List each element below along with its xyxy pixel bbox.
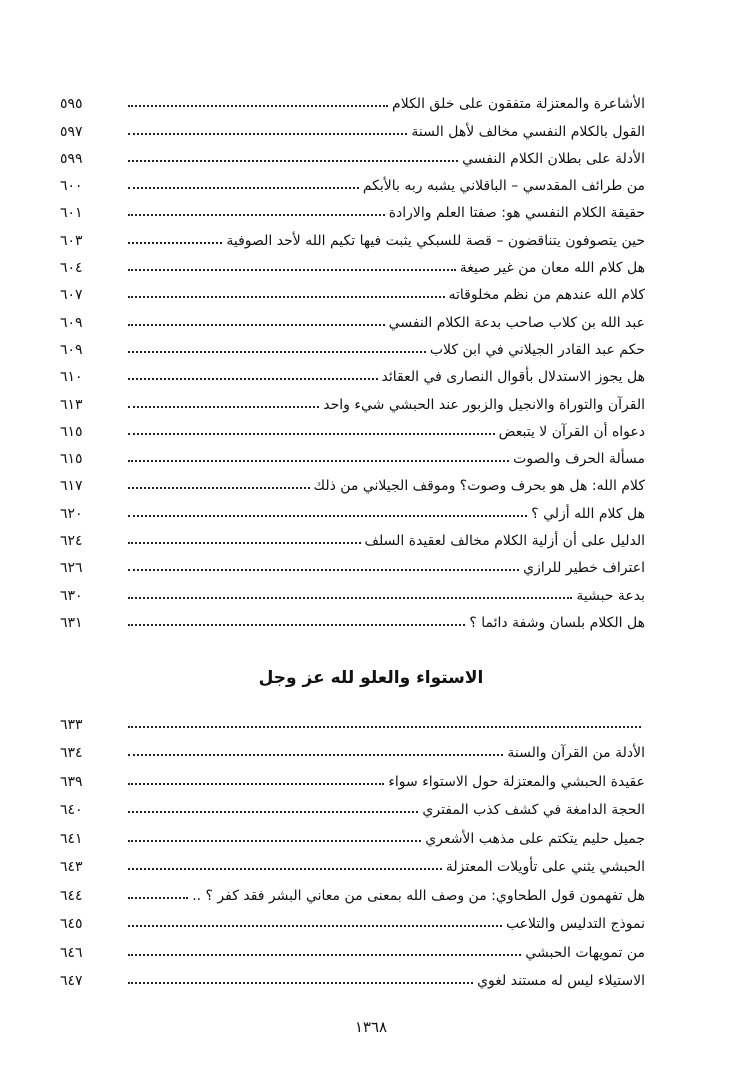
toc-entry	[60, 817, 645, 846]
toc-entry-title: الاستيلاء ليس له مستند لغوي	[477, 973, 645, 989]
toc-entry	[60, 931, 645, 960]
toc-entry-title: من طرائف المقدسي – الباقلاني يشبه ربه بالأبكم	[362, 178, 645, 195]
toc-entry	[60, 575, 645, 602]
toc-entry-page: ٦٠١	[60, 205, 83, 222]
dot-leader	[128, 810, 418, 813]
toc-entry-page: ٦٣٠	[60, 587, 83, 604]
dot-leader	[128, 981, 473, 984]
toc-entry-title: حقيقة الكلام النفسي هو: صفتا العلم والارادة	[388, 205, 645, 222]
toc-entry-title: الأدلة على بطلان الكلام النفسي	[462, 150, 645, 167]
toc-entry-title: الأدلة من القرآن والسنة	[507, 745, 645, 761]
dot-leader	[128, 432, 495, 435]
dot-leader	[128, 186, 359, 189]
toc-entry-page: ٦٠٤	[60, 260, 83, 277]
toc-entry-title: من تمويهات الحبشي	[525, 944, 645, 961]
toc-entry	[60, 703, 645, 732]
toc-entry	[60, 732, 645, 761]
dot-leader	[128, 725, 641, 728]
toc-entry-title: هل الكلام بلسان وشفة دائما ؟	[469, 614, 645, 631]
dot-leader	[128, 132, 407, 135]
toc-entry-page: ٦٠٩	[60, 341, 83, 358]
toc-entry	[60, 789, 645, 818]
page-number: ١٣٦٨	[354, 1018, 388, 1036]
dot-leader	[128, 213, 385, 216]
dot-leader	[128, 596, 572, 599]
dot-leader	[128, 896, 188, 899]
toc-entry	[60, 166, 645, 193]
toc-entry-title: كلام الله عندهم من نظم مخلوقاته	[448, 287, 645, 304]
toc-entry-page: ٦١٥	[60, 423, 83, 440]
toc-entry	[60, 111, 645, 138]
toc-entry-title: هل يجوز الاستدلال بأقوال النصارى في العقائد	[381, 369, 645, 386]
toc-entry	[60, 384, 645, 411]
toc-entry	[60, 248, 645, 275]
dot-leader	[128, 268, 456, 271]
toc-entry-title: نموذج التدليس والتلاعب	[505, 916, 645, 932]
toc-entry	[60, 760, 645, 789]
dot-leader	[128, 405, 319, 408]
toc-entry-page: ٥٩٧	[60, 123, 83, 140]
toc-entry	[60, 330, 645, 357]
toc-entry-title: الدليل على أن أزلية الكلام مخالف لعقيدة السلف	[364, 533, 645, 550]
toc-entry-title: الحبشي يثني على تأويلات المعتزلة	[445, 859, 645, 875]
toc-entry	[60, 439, 645, 466]
toc-entry-page: ٦٠٧	[60, 287, 83, 304]
toc-entry-page: ٦٣٩	[60, 773, 83, 790]
toc-entry-page: ٦٣١	[60, 614, 83, 631]
toc-entry-page: ٦١٣	[60, 396, 83, 413]
toc-entry-title: حين يتصوفون يتناقضون – قصة للسبكي يثبت فيها تكيم الله لأحد الصوفية	[226, 232, 645, 249]
toc-entry-title: الأشاعرة والمعتزلة متفقون على خلق الكلام	[392, 96, 645, 113]
toc-entry-page: ٦٣٤	[60, 745, 83, 761]
toc-entry-title: دعواه أن القرآن لا يتبعض	[498, 423, 645, 440]
toc-entry-page: ٦٢٤	[60, 533, 83, 550]
toc-entry	[60, 466, 645, 493]
toc-entry-title: جميل حليم يتكتم على مذهب الأشعري	[425, 830, 645, 847]
toc-entry	[60, 357, 645, 384]
toc-entry	[60, 193, 645, 220]
dot-leader	[128, 514, 527, 517]
toc-entry-page: ٥٩٥	[60, 96, 83, 113]
toc-entry-title: القرآن والتوراة والانجيل والزبور عند الحبشي شيء واحد	[323, 396, 645, 413]
toc-entry-title: الحجة الدامغة في كشف كذب المفتري	[422, 802, 645, 818]
dot-leader	[128, 839, 421, 842]
toc-entry-page: ٥٩٩	[60, 150, 83, 167]
toc-entry-title: عقيدة الحبشي والمعتزلة حول الاستواء سواء	[388, 773, 645, 790]
toc-entry	[60, 548, 645, 575]
dot-leader	[128, 953, 521, 956]
section-heading: الاستواء والعلو لله عز وجل	[258, 668, 484, 688]
toc-entry-page: ٦١٥	[60, 451, 83, 468]
toc-entry-page: ٦٢٦	[60, 560, 83, 577]
toc-entry-page: ٦١٧	[60, 478, 83, 495]
toc-entry	[60, 846, 645, 875]
toc-entry	[60, 275, 645, 302]
toc-entry-title: حكم عبد القادر الجيلاني في ابن كلاب	[429, 341, 645, 358]
toc-entry	[60, 960, 645, 989]
dot-leader	[128, 486, 310, 489]
toc-entry-page: ٦٢٠	[60, 505, 83, 522]
toc-entry-title: هل كلام الله أزلي ؟	[531, 505, 645, 522]
dot-leader	[128, 350, 426, 353]
toc-entry-title: القول بالكلام النفسي مخالف لأهل السنة	[411, 123, 645, 140]
toc-entry-page: ٦٣٣	[60, 716, 83, 733]
dot-leader	[128, 541, 361, 544]
dot-leader	[128, 377, 378, 380]
table-of-contents-part-1	[60, 84, 645, 630]
dot-leader	[128, 295, 445, 298]
toc-entry-title: بدعة حبشية	[576, 587, 645, 604]
dot-leader	[128, 159, 458, 162]
toc-entry-title: اعتراف خطير للرازي	[523, 560, 645, 577]
toc-entry-page: ٦٤٤	[60, 887, 83, 904]
toc-entry	[60, 874, 645, 903]
toc-entry-page: ٦٤٣	[60, 859, 83, 875]
toc-entry-page: ٦١٠	[60, 369, 83, 386]
toc-entry-title: كلام الله: هل هو بحرف وصوت؟ وموقف الجيلاني من ذلك	[313, 478, 645, 495]
dot-leader	[128, 753, 503, 756]
dot-leader	[128, 104, 388, 107]
toc-entry-page: ٦٠٣	[60, 232, 83, 249]
toc-entry	[60, 521, 645, 548]
toc-entry	[60, 603, 645, 630]
toc-entry-page: ٦٤٠	[60, 802, 83, 818]
toc-entry-page: ٦٤٥	[60, 916, 83, 932]
toc-entry-title: هل تفهمون قول الطحاوي: من وصف الله بمعنى من معاني البشر فقد كفر ؟ ..	[192, 887, 645, 904]
dot-leader	[128, 241, 222, 244]
toc-entry	[60, 84, 645, 111]
dot-leader	[128, 782, 384, 785]
toc-entry	[60, 412, 645, 439]
toc-entry-page: ٦٠٩	[60, 314, 83, 331]
toc-entry-page: ٦٤٧	[60, 973, 83, 989]
toc-entry-page: ٦٤١	[60, 830, 83, 847]
toc-entry-title: هل كلام الله معان من غير صيغة	[459, 260, 645, 277]
toc-entry-title: مسألة الحرف والصوت	[513, 451, 645, 468]
toc-entry	[60, 903, 645, 932]
toc-entry	[60, 302, 645, 329]
dot-leader	[128, 623, 465, 626]
table-of-contents-part-2	[60, 703, 645, 988]
toc-entry	[60, 220, 645, 247]
dot-leader	[128, 459, 509, 462]
dot-leader	[128, 867, 442, 870]
dot-leader	[128, 568, 519, 571]
toc-entry-title: عبد الله بن كلاب صاحب بدعة الكلام النفسي	[388, 314, 645, 331]
dot-leader	[128, 323, 385, 326]
toc-entry-page: ٦٤٦	[60, 944, 83, 961]
toc-entry-page: ٦٠٠	[60, 178, 83, 195]
dot-leader	[128, 924, 502, 927]
toc-entry	[60, 139, 645, 166]
toc-entry	[60, 493, 645, 520]
